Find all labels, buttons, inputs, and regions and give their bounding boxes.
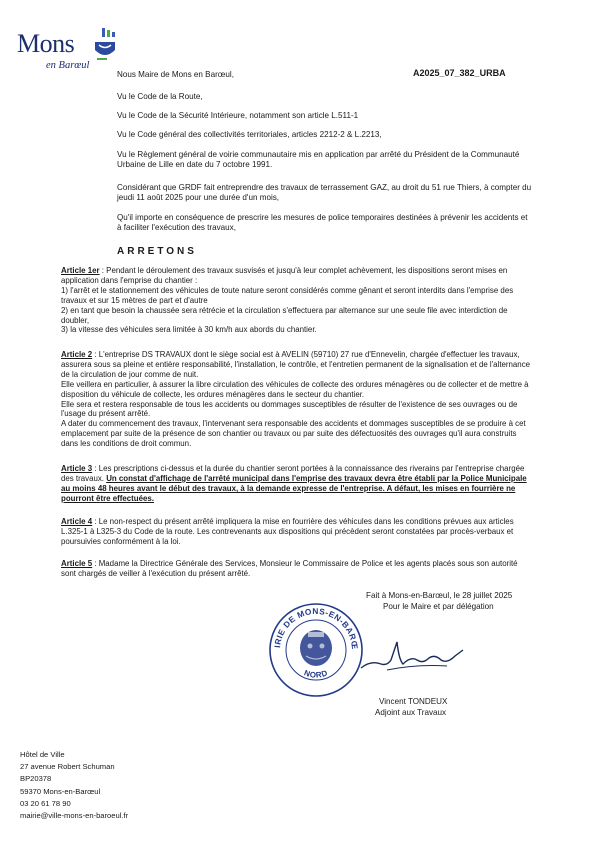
footer-line: BP20378 xyxy=(20,774,52,784)
intro-line: Nous Maire de Mons en Barœul, xyxy=(117,70,234,79)
article-text: Elle sera et restera responsable de tous les accidents ou dommages susceptibles de résulter de l'existence de ses ouvrages ou de l'usage du présent arrêté. xyxy=(61,399,518,419)
signatory-role: Adjoint aux Travaux xyxy=(375,708,447,717)
logo-title: Mons xyxy=(17,29,75,58)
footer-address xyxy=(20,749,128,822)
place-date: Fait à Mons-en-Barœul, le 28 juillet 2025 xyxy=(366,591,513,600)
article-2 xyxy=(61,350,533,449)
article-label: Article 4 xyxy=(61,517,93,526)
handwritten-signature xyxy=(357,630,467,678)
official-stamp xyxy=(268,602,364,698)
stamp-top-text: IRIE DE MONS-EN-BARŒ xyxy=(272,605,361,651)
article-text: : Le non-respect du présent arrêté impliquera la mise en fourrière des véhicules dans les conditions prévues aux articles L.325-1 à L325-3 du Code de la route. Les contrevenants aux dispositions qui précèdent seront constatées par procès-verbaux et poursuivies conformément à la loi. xyxy=(61,517,514,546)
footer-line: 59370 Mons-en-Barœul xyxy=(20,786,101,796)
article-4 xyxy=(61,517,533,547)
article-text: : L'entreprise DS TRAVAUX dont le siège social est à AVELIN (59710) 27 rue d'Ennevelin, chargée d'effectuer les travaux, assurera sous sa pleine et entière responsabilité, l'installation, le contrôle, et l'entretien permanent de la signalisation et de l'alternance de la circulation de jour comme de nuit. xyxy=(61,350,531,379)
article-item: 1) l'arrêt et le stationnement des véhicules de toute nature seront considérés comme gênant et seront interdits dans l'emprise des travaux et sur 15 mètres de part et d'autre xyxy=(61,285,514,305)
article-5 xyxy=(61,559,533,579)
vu-line: Vu le Code général des collectivités territoriales, articles 2212-2 & L.2213, xyxy=(117,130,382,139)
article-item: 2) en tant que besoin la chaussée sera rétrécie et la circulation s'effectuera par alternance sur une seule file avec interdiction de doubler, xyxy=(61,305,508,325)
article-label: Article 5 xyxy=(61,559,93,568)
document-reference: A2025_07_382_URBA xyxy=(413,68,506,78)
article-label: Article 1er xyxy=(61,266,100,275)
delegation-line: Pour le Maire et par délégation xyxy=(383,602,494,611)
article-text: : Pendant le déroulement des travaux susvisés et jusqu'à leur complet achèvement, les dispositions seront mises en application dans l'emprise du chantier : xyxy=(61,266,508,285)
logo-subtitle: en Barœul xyxy=(46,60,90,71)
footer-email: mairie@ville-mons-en-baroeul.fr xyxy=(20,811,129,821)
vu-line: Vu le Règlement général de voirie communautaire mis en application par arrêté du Président de la Communauté Urbaine de Lille en date du 7 octobre 1991. xyxy=(117,150,520,170)
article-label: Article 3 xyxy=(61,464,93,473)
article-label: Article 2 xyxy=(61,350,93,359)
article-3 xyxy=(61,464,533,504)
svg-text:NORD xyxy=(303,668,329,679)
article-item: 3) la vitesse des véhicules sera limitée à 30 km/h aux abords du chantier. xyxy=(61,325,317,335)
vu-line: Vu le Code de la Route, xyxy=(117,92,203,101)
article-text: A dater du commencement des travaux, l'intervenant sera responsable des accidents et dommages susceptibles de se produire à cet emplacement par suite de la présence de son chantier ou travaux ou par suite des défectuosités des ouvrages qu'il aura construits dans les conditions de droit commun. xyxy=(61,419,526,449)
signatory-name: Vincent TONDEUX xyxy=(379,697,448,706)
article-text: : Madame la Directrice Générale des Services, Monsieur le Commissaire de Police et les agents placés sous son autorité sont chargés de veiller à l'exécution du présent arrêté. xyxy=(61,559,518,578)
footer-line: 03 20 61 78 90 xyxy=(20,798,71,808)
article-1 xyxy=(61,266,533,335)
arretons-heading: ARRETONS xyxy=(117,246,197,257)
stamp-bottom-text: NORD xyxy=(302,668,330,680)
footer-line: Hôtel de Ville xyxy=(20,750,65,759)
considerant-line: Qu'il importe en conséquence de prescrire les mesures de police temporaires destinées à prévenir les accidents et à faciliter l'exécution des travaux, xyxy=(117,213,528,233)
vu-line: Vu le Code de la Sécurité Intérieure, notamment son article L.511-1 xyxy=(117,111,359,120)
article-emphasis: Un constat d'affichage de l'arrêté municipal dans l'emprise des travaux devra être établi par la Police Municipale au moins 48 heures avant le début des travaux, à la demande expresse de l'entreprise. A défaut, les mises en fourrière ne pourront être effectuées. xyxy=(61,473,527,503)
considerant-line: Considérant que GRDF fait entreprendre des travaux de terrassement GAZ, au droit du 51 rue Thiers, à compter du jeudi 11 août 2025 pour une durée d'un mois, xyxy=(117,183,532,203)
logo-mark-icon xyxy=(93,28,117,64)
article-text: : Les prescriptions ci-dessus et la durée du chantier seront portées à la connaissance des riverains par l'entreprise chargée des travaux. xyxy=(61,464,525,483)
footer-line: 27 avenue Robert Schuman xyxy=(20,762,115,772)
mons-logo xyxy=(17,28,117,76)
article-text: Elle veillera en particulier, à assurer la libre circulation des véhicules de collecte des ordures ménagères ou de collecter et de mettre à disposition du véhicule de collecte, les ordures ménagères dans le secteur du chantier. xyxy=(61,379,529,399)
